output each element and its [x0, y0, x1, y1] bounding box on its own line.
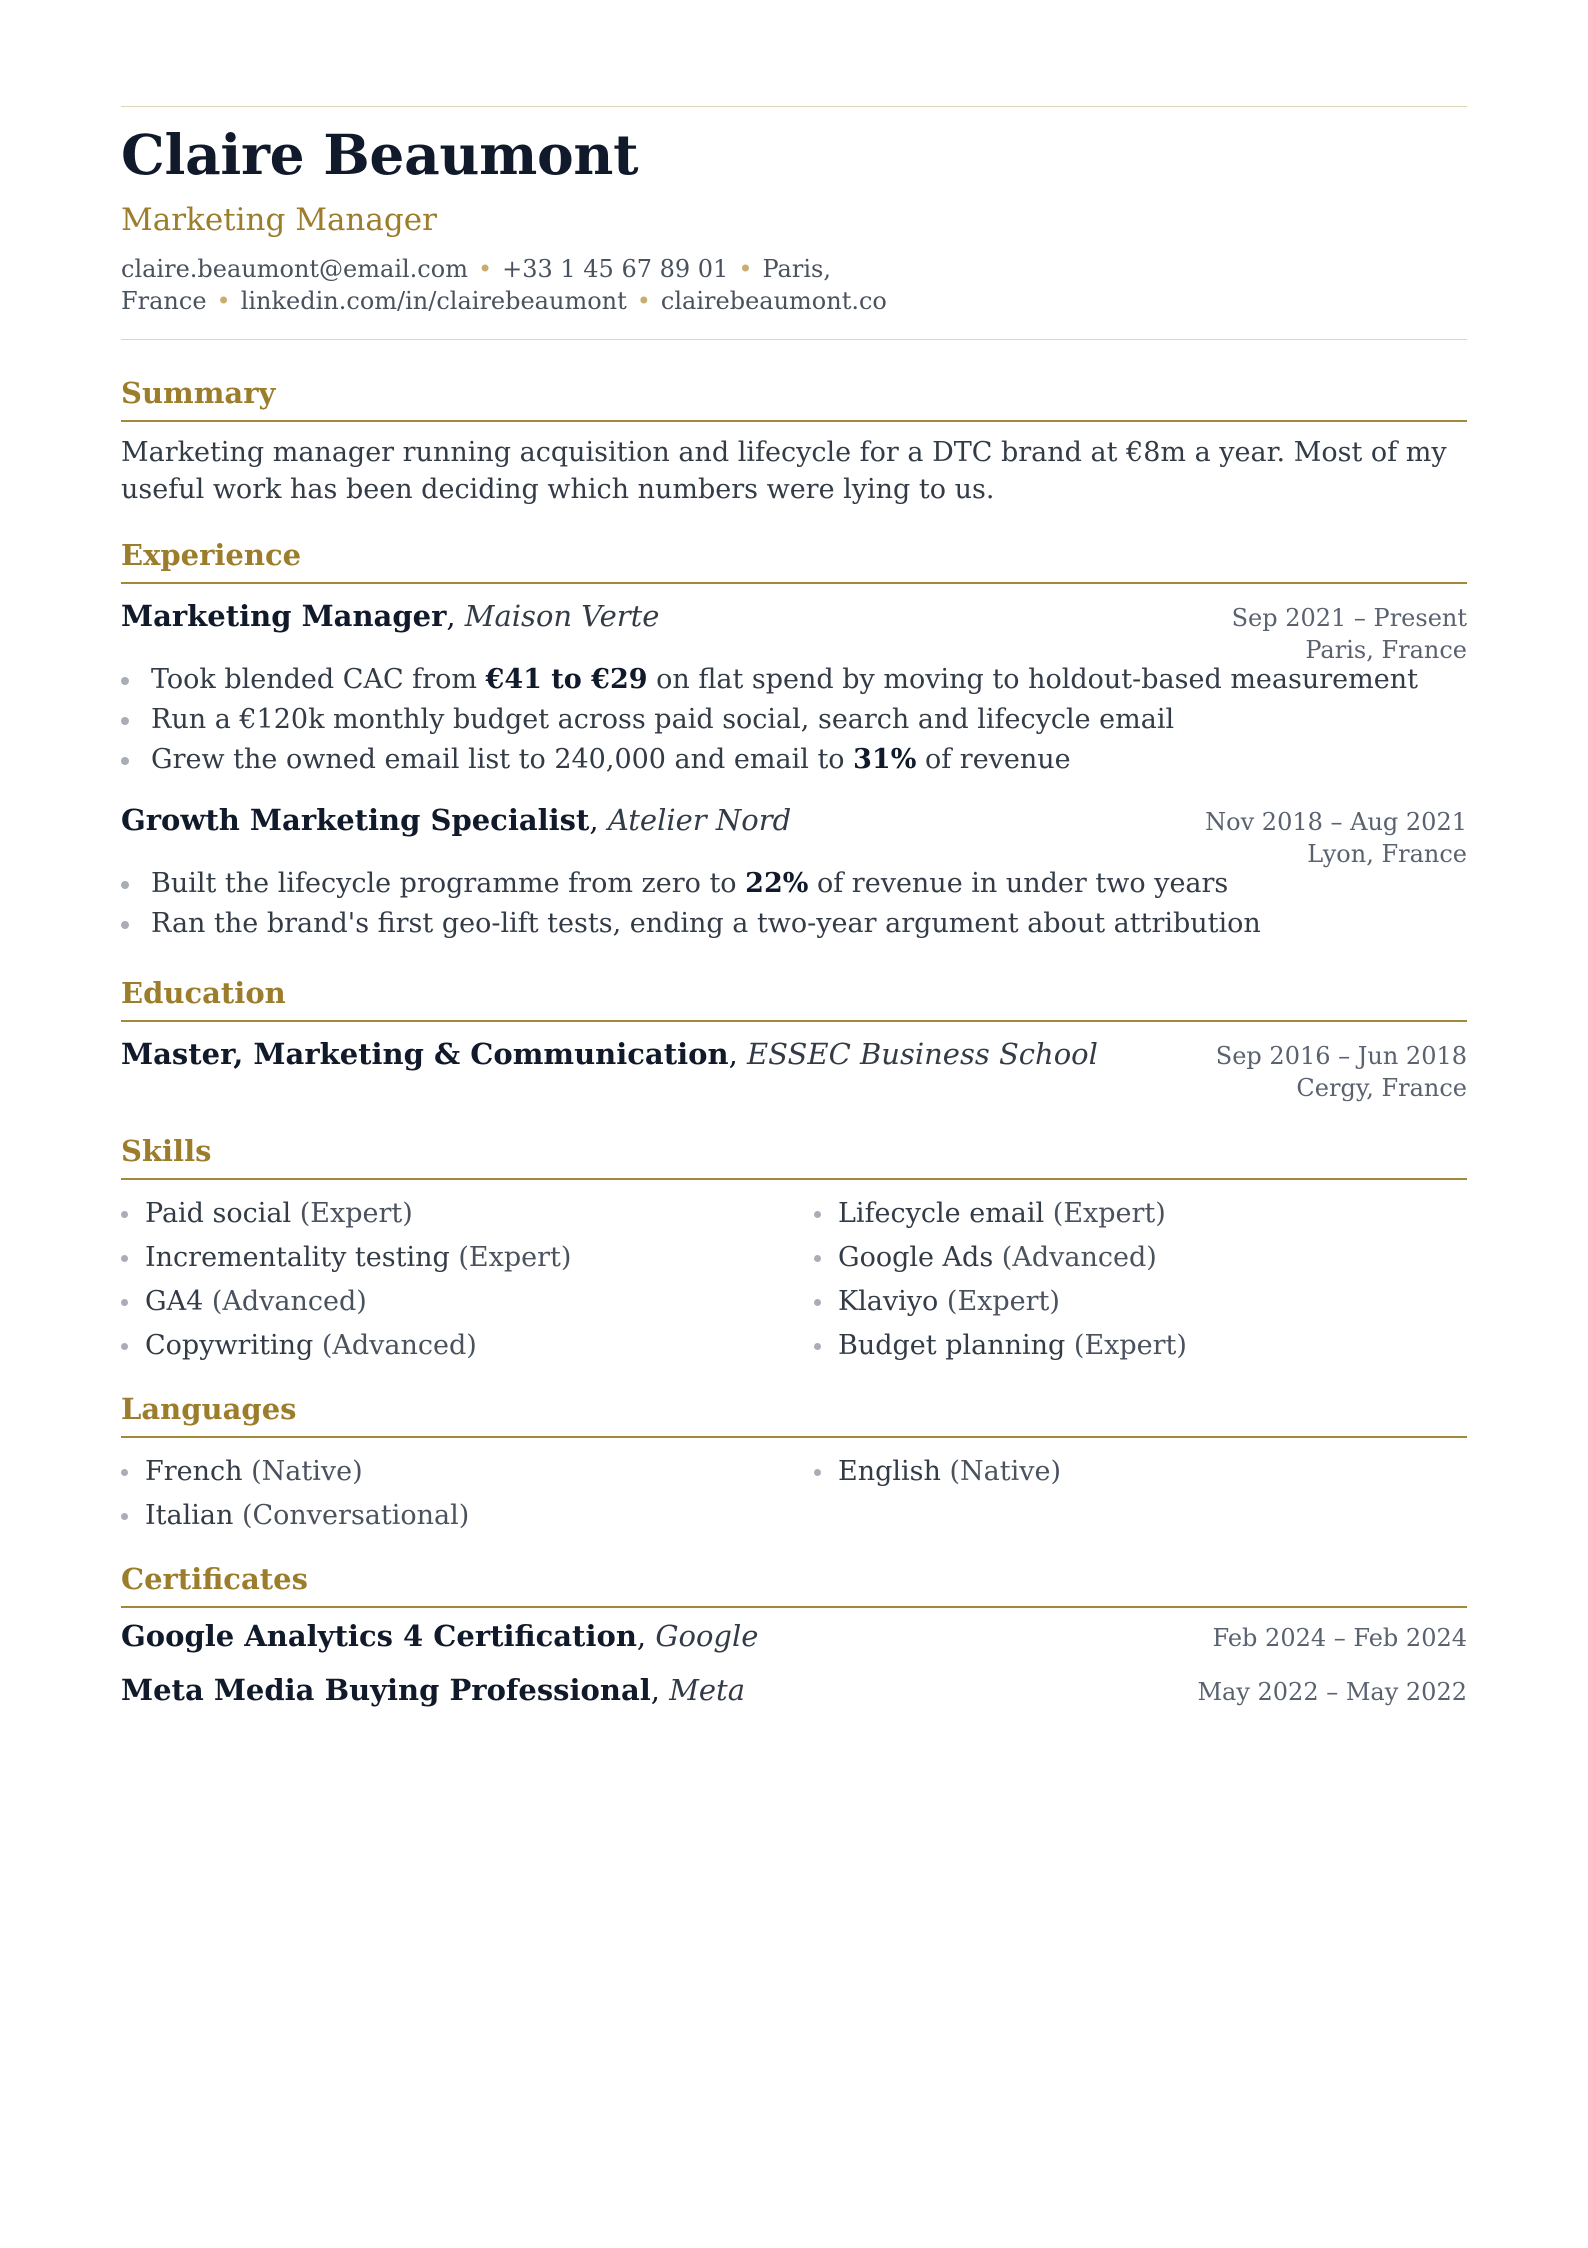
certificate-name: Meta Media Buying Professional [121, 1673, 651, 1708]
separator-dot: • [477, 255, 493, 284]
job-header: Marketing Manager, Maison Verte [121, 599, 660, 634]
certificate-header: Meta Media Buying Professional, Meta [121, 1673, 745, 1708]
skill-item [814, 1324, 1467, 1368]
language-item [121, 1494, 814, 1538]
skill-name: Google Ads [838, 1242, 994, 1274]
contact-line [121, 253, 1021, 317]
education-degree: Master, Marketing & Communication [121, 1037, 729, 1072]
job-dates: Nov 2018 – Aug 2021 [1205, 808, 1467, 837]
skill-item [121, 1236, 814, 1280]
candidate-name: Claire Beaumont [121, 122, 639, 187]
language-item [121, 1450, 814, 1494]
bullet-highlight: 22% [745, 868, 809, 900]
certificate-dates: Feb 2024 – Feb 2024 [1212, 1624, 1467, 1653]
header-divider [121, 339, 1467, 340]
section-heading-certificates: Certificates [121, 1562, 1467, 1608]
skill-item [121, 1280, 814, 1324]
skill-item [814, 1192, 1467, 1236]
skill-name: Budget planning [838, 1330, 1066, 1362]
certificate-header: Google Analytics 4 Certification, Google [121, 1619, 759, 1654]
section-heading-summary: Summary [121, 376, 1467, 422]
job-dates: Sep 2021 – Present [1231, 604, 1467, 633]
skill-item [121, 1192, 814, 1236]
job-header: Growth Marketing Specialist, Atelier Nord [121, 803, 792, 838]
separator-dot: • [216, 287, 231, 316]
education-school: ESSEC Business School [747, 1037, 1098, 1072]
bullet-text: Ran the brand's first geo-lift tests, ending a two-year argument about attribution [151, 908, 1261, 940]
certificate-issuer: Google [655, 1619, 759, 1654]
job-company: Maison Verte [464, 599, 660, 634]
language-name: English [838, 1456, 941, 1488]
education-header: Master, Marketing & Communication, ESSEC Business School [121, 1037, 1098, 1072]
section-heading-education: Education [121, 976, 1467, 1022]
bullet-item [121, 864, 1467, 904]
bullet-text: Took blended CAC from [151, 664, 486, 696]
summary-text: Marketing manager running acquisition and lifecycle for a DTC brand at €8m a year. Most of my useful work has been deciding which numbers were lying to us. [121, 437, 1447, 506]
bullet-highlight: 31% [853, 744, 917, 776]
job-meta [1232, 602, 1467, 666]
certificate-issuer: Meta [669, 1673, 745, 1708]
skill-name: Copywriting [145, 1330, 314, 1362]
section-heading-languages: Languages [121, 1392, 1467, 1438]
bullet-text: of revenue in under two years [808, 868, 1229, 900]
job-role: Marketing Manager [121, 599, 447, 634]
candidate-title: Marketing Manager [121, 202, 437, 238]
language-item [814, 1450, 1467, 1494]
education-meta [1216, 1040, 1467, 1104]
language-level: (Native) [251, 1456, 363, 1488]
contact-linkedin[interactable]: linkedin.com/in/clairebeaumont [240, 287, 627, 316]
separator-dot: • [738, 255, 753, 284]
bullet-item [121, 904, 1467, 944]
job-location: Lyon, France [1307, 840, 1467, 869]
language-name: French [145, 1456, 243, 1488]
job-location: Paris, France [1305, 636, 1467, 665]
bullet-highlight: €41 to €29 [485, 664, 648, 696]
skill-name: GA4 [145, 1286, 204, 1318]
education-location: Cergy, France [1296, 1074, 1467, 1103]
contact-phone[interactable]: +33 1 45 67 89 01 [502, 255, 729, 284]
education-dates: Sep 2016 – Jun 2018 [1215, 1042, 1467, 1071]
skill-level: (Expert) [458, 1242, 572, 1274]
skill-level: (Expert) [1052, 1198, 1166, 1230]
bullet-text: of revenue [916, 744, 1071, 776]
resume-page [121, 106, 1467, 1716]
languages-grid [121, 1450, 1467, 1538]
language-name: Italian [145, 1500, 234, 1532]
skill-level: (Advanced) [211, 1286, 367, 1318]
bullet-text: Run a €120k monthly budget across paid social, search and lifecycle email [151, 704, 1175, 736]
experience-entry [121, 598, 1467, 780]
separator-dot: • [636, 287, 651, 316]
certificate-entry [121, 1608, 1467, 1662]
certificate-name: Google Analytics 4 Certification [121, 1619, 637, 1654]
job-company: Atelier Nord [607, 803, 792, 838]
skill-item [121, 1324, 814, 1368]
bullet-text: Grew the owned email list to 240,000 and email to [151, 744, 854, 776]
contact-website[interactable]: clairebeaumont.co [660, 287, 887, 316]
skill-name: Paid social [145, 1198, 292, 1230]
language-level: (Native) [949, 1456, 1062, 1488]
job-bullets [121, 660, 1467, 780]
skills-grid [121, 1192, 1467, 1368]
skill-item [814, 1236, 1467, 1280]
certificate-entry [121, 1662, 1467, 1716]
skill-item [814, 1280, 1467, 1324]
certificate-dates: May 2022 – May 2022 [1197, 1678, 1467, 1707]
language-level: (Conversational) [241, 1500, 470, 1532]
top-divider [121, 106, 1467, 107]
section-heading-skills: Skills [121, 1134, 1467, 1180]
skill-level: (Expert) [946, 1286, 1060, 1318]
bullet-item [121, 660, 1467, 700]
bullet-item [121, 740, 1467, 780]
section-heading-experience: Experience [121, 538, 1467, 584]
bullet-text: Built the lifecycle programme from zero to [151, 868, 746, 900]
skill-level: (Expert) [299, 1198, 413, 1230]
skill-name: Klaviyo [838, 1286, 939, 1318]
bullet-text: on flat spend by moving to holdout-based measurement [647, 664, 1418, 696]
education-entry [121, 1036, 1467, 1104]
contact-location-city: Paris, [762, 255, 831, 284]
contact-email[interactable]: claire.beaumont@email.com [121, 255, 468, 284]
skill-level: (Advanced) [1001, 1242, 1157, 1274]
experience-entry [121, 802, 1467, 944]
skill-name: Incrementality testing [145, 1242, 450, 1274]
bullet-item [121, 700, 1467, 740]
skill-level: (Advanced) [321, 1330, 477, 1362]
skill-name: Lifecycle email [838, 1198, 1045, 1230]
job-bullets [121, 864, 1467, 944]
skill-level: (Expert) [1073, 1330, 1187, 1362]
contact-location-country: France [121, 287, 207, 316]
job-meta [1205, 806, 1467, 870]
job-role: Growth Marketing Specialist [121, 803, 590, 838]
